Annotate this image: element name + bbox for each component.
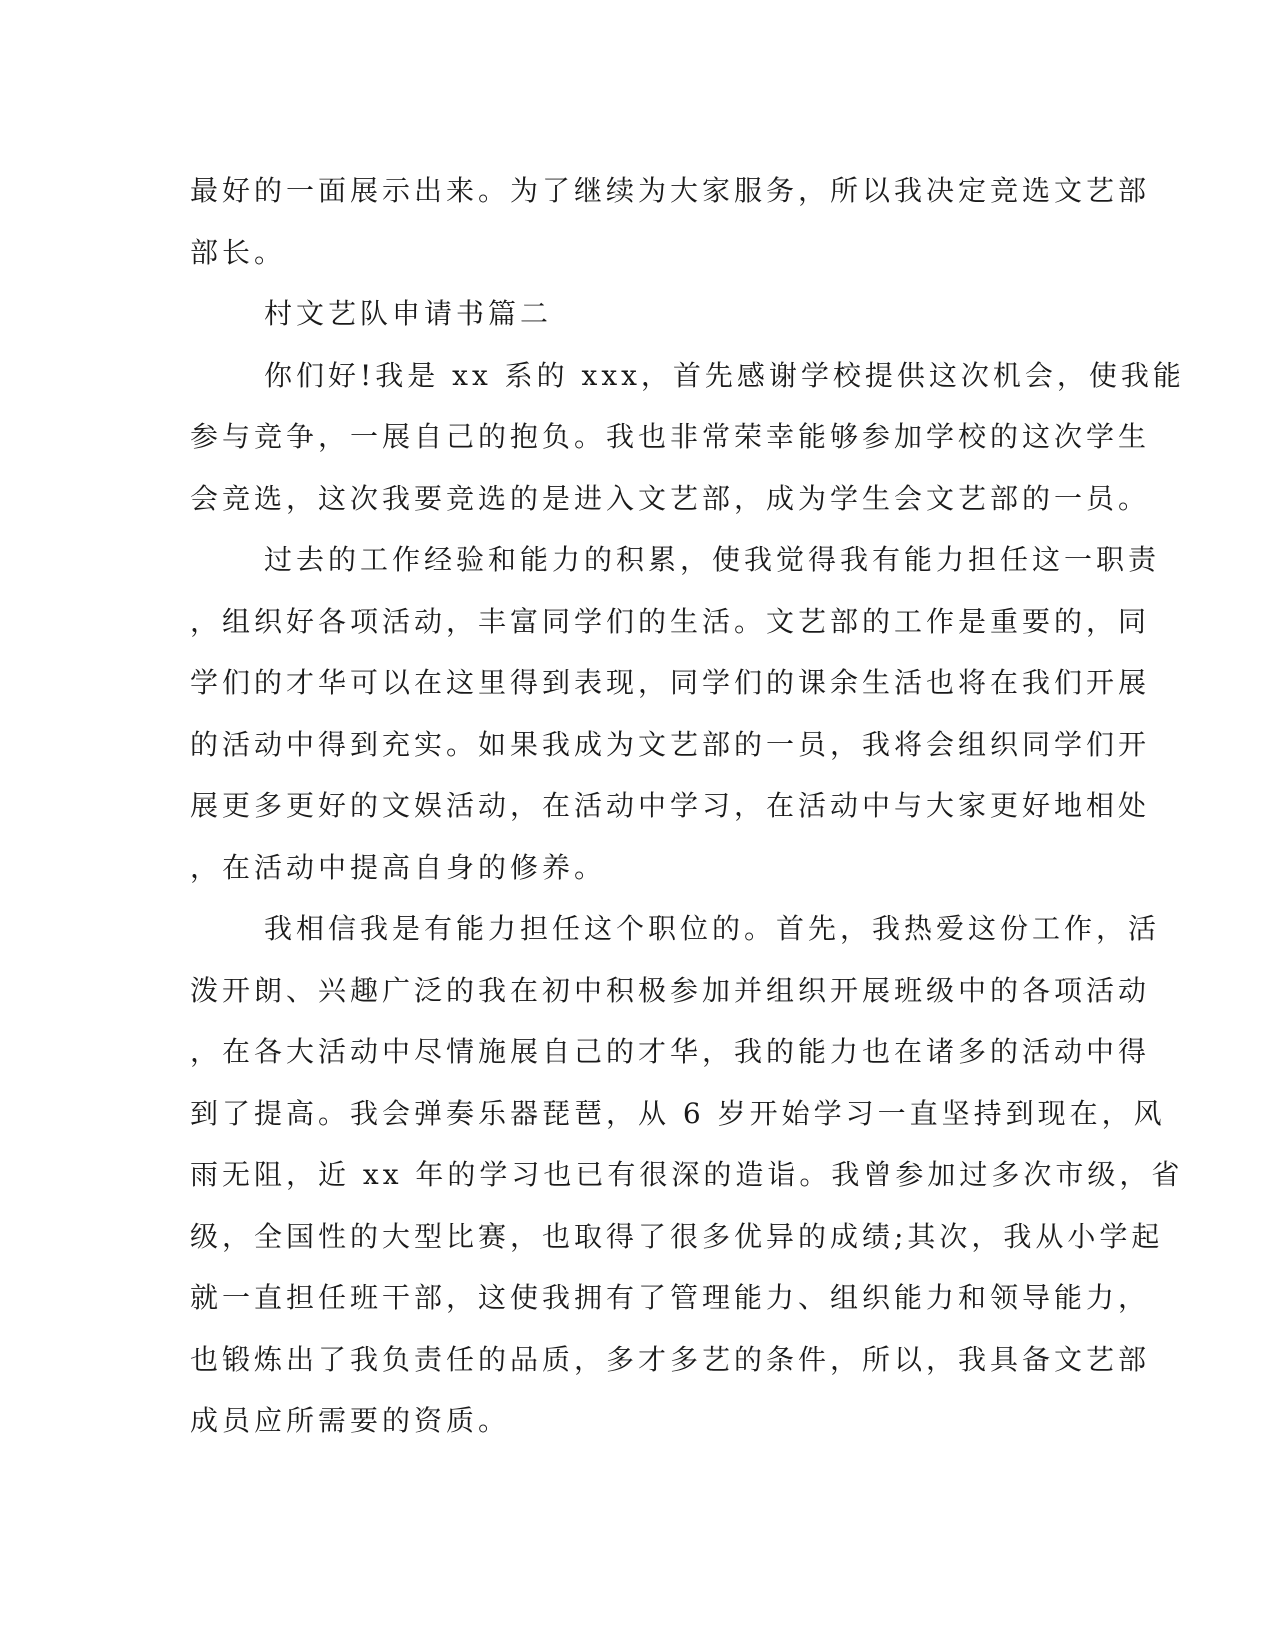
text-line: ，在活动中提高自身的修养。 (190, 850, 607, 884)
text-line: 你们好!我是 xx 系的 xxx，首先感谢学校提供这次机会，使我能 (264, 358, 1185, 392)
text-line: 最好的一面展示出来。为了继续为大家服务，所以我决定竞选文艺部 (190, 174, 1151, 207)
text-line: 会竞选，这次我要竞选的是进入文艺部，成为学生会文艺部的一员。 (190, 481, 1151, 515)
text-line: ，在各大活动中尽情施展自己的才华，我的能力也在诸多的活动中得 (190, 1035, 1151, 1068)
text-line: 部长。 (190, 235, 287, 269)
text-line: 展更多更好的文娱活动，在活动中学习，在活动中与大家更好地相处 (190, 789, 1151, 822)
text-line: 成员应所需要的资质。 (190, 1404, 511, 1437)
text-line: 雨无阻，近 xx 年的学习也已有很深的造诣。我曾参加过多次市级，省 (190, 1158, 1184, 1191)
text-line: 参与竞争，一展自己的抱负。我也非常荣幸能够参加学校的这次学生 (190, 420, 1151, 453)
text-line: ，组织好各项活动，丰富同学们的生活。文艺部的工作是重要的，同 (190, 604, 1151, 638)
section-heading: 村文艺队申请书篇二 (264, 297, 553, 330)
text-line: 学们的才华可以在这里得到表现，同学们的课余生活也将在我们开展 (190, 666, 1151, 699)
text-line: 泼开朗、兴趣广泛的我在初中积极参加并组织开展班级中的各项活动 (190, 973, 1151, 1007)
text-line: 到了提高。我会弹奏乐器琵琶，从 6 岁开始学习一直坚持到现在，风 (190, 1096, 1166, 1130)
document-body (190, 160, 1185, 1452)
text-line: 级，全国性的大型比赛，也取得了很多优异的成绩;其次，我从小学起 (190, 1219, 1164, 1253)
text-line: 过去的工作经验和能力的积累，使我觉得我有能力担任这一职责 (264, 543, 1161, 576)
text-line: 我相信我是有能力担任这个职位的。首先，我热爱这份工作，活 (264, 912, 1161, 945)
text-line: 就一直担任班干部，这使我拥有了管理能力、组织能力和领导能力， (190, 1281, 1151, 1314)
text-line: 的活动中得到充实。如果我成为文艺部的一员，我将会组织同学们开 (190, 727, 1151, 761)
text-line: 也锻炼出了我负责任的品质，多才多艺的条件，所以，我具备文艺部 (190, 1342, 1151, 1376)
